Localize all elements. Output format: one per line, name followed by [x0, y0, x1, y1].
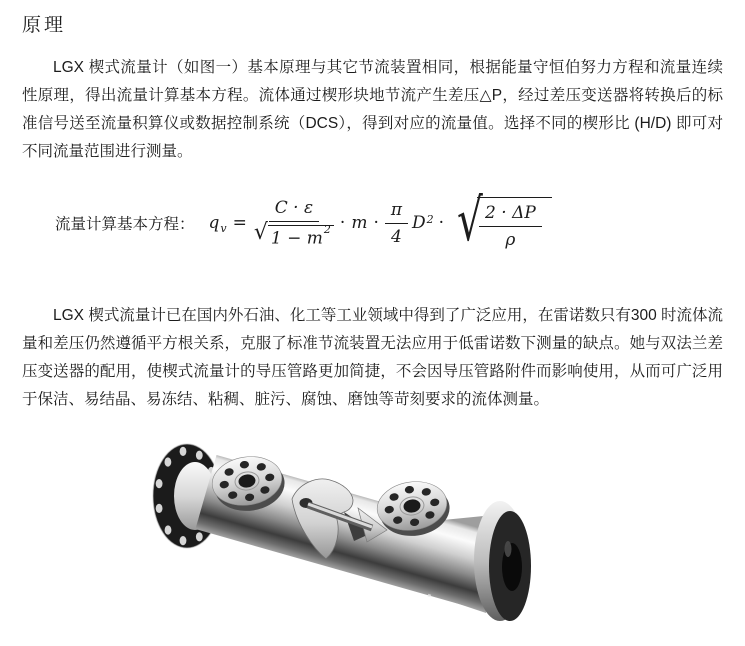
radical-icon: √	[457, 185, 481, 254]
factor-D: D	[412, 213, 426, 233]
fraction-numerator: C · ε	[269, 198, 319, 222]
paragraph-principle: LGX 楔式流量计（如图一）基本原理与其它节流装置相同，根据能量守恒伯努力方程和流量连续性原理，得出流量计算基本方程。流体通过楔形块地节流产生差压△P，经过差压变送器将转换后的标准信号送至流量积算仪或数据控制系统（DCS），得到对应的流量值。选择不同的楔形比 (H/D) 即可对不同流量范围进行测量。	[22, 59, 723, 160]
multiply-dot: ·	[339, 213, 346, 233]
multiply-dot: ·	[438, 213, 445, 233]
fraction-coefficient	[254, 198, 334, 249]
radicand: $1 - m^2$	[268, 225, 334, 249]
pi-numerator: π	[385, 200, 408, 224]
formula-lhs: q	[208, 213, 220, 233]
formula-lhs-subscript: v	[220, 221, 227, 235]
fraction-dp-rho	[479, 203, 542, 250]
equals-sign: =	[232, 213, 247, 233]
factor-D-exponent: 2	[426, 212, 434, 226]
factor-m: m	[351, 213, 368, 233]
big-sqrt-content	[477, 197, 552, 250]
page-title: 原理	[22, 15, 67, 36]
fraction-pi-quarter	[385, 200, 408, 247]
flow-meter-figure	[148, 439, 548, 632]
flow-equation	[208, 185, 552, 254]
four-denominator: 4	[391, 226, 402, 247]
big-sqrt	[452, 185, 552, 254]
wedge-flow-meter-photo	[148, 439, 548, 632]
dp-numerator: 2 · ΔP	[479, 203, 542, 227]
rho-denominator: ρ	[505, 229, 516, 250]
radical-icon: √	[253, 219, 268, 245]
paragraph-application: LGX 楔式流量计已在国内外石油、化工等工业领域中得到了广泛应用，在雷诺数只有300 时流体流量和差压仍然遵循平方根关系，克服了标准节流装置无法应用于低雷诺数下测量的缺点。她与双法兰差压变送器的配用，使楔式流量计的导压管路更加简捷，不会因导压管路附件而影响使用，从而可广泛用于保洁、易结晶、易冻结、粘稠、脏污、腐蚀、磨蚀等苛刻要求的流体测量。	[22, 307, 723, 408]
inline-sqrt	[253, 219, 334, 249]
fraction-denominator	[253, 219, 334, 249]
formula-label: 流量计算基本方程：	[55, 216, 195, 233]
multiply-dot: ·	[373, 213, 379, 233]
formula-row	[55, 185, 723, 256]
radicand-exponent: 2	[323, 222, 331, 236]
